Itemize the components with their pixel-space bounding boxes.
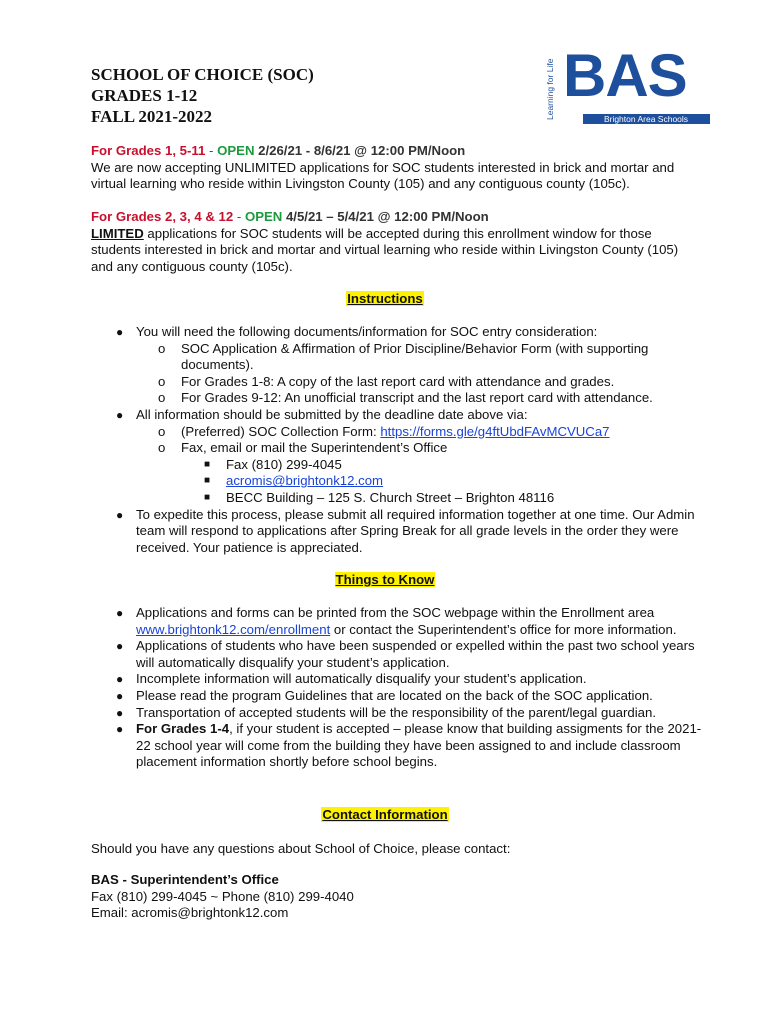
list-item (91, 705, 711, 722)
circle-bullet-icon: o (158, 423, 166, 439)
bullet-icon: ● (116, 407, 124, 422)
list-item (91, 324, 711, 341)
list-item (91, 424, 711, 441)
item-text: You will need the following documents/information for SOC entry consideration: (136, 324, 598, 339)
list-item (91, 605, 711, 638)
section-grades-limited (91, 209, 691, 275)
list-item (91, 638, 711, 671)
item-text: or contact the Superintendent’s office for more information. (330, 621, 677, 637)
item-text: Incomplete information will automatically disqualify your student’s application. (136, 671, 587, 687)
list-item (91, 374, 711, 391)
item-text: Please read the program Guidelines that are located on the back of the SOC application. (136, 687, 653, 703)
section1-sep: - (205, 143, 218, 158)
list-item (91, 473, 711, 490)
bas-logo (545, 42, 710, 130)
list-item (91, 490, 711, 507)
section2-text: applications for SOC students will be accepted during this enrollment window for those students interested in brick and mortar and virtual learning who reside within Livingston County (105) and any contiguous county (105c). (91, 225, 679, 274)
bullet-icon: ● (116, 705, 124, 720)
list-item (91, 390, 711, 407)
item-text: Transportation of accepted students will be the responsibility of the parent/legal guardian. (136, 704, 656, 720)
logo-letters: BAS (563, 42, 687, 109)
title-line-3: FALL 2021-2022 (91, 107, 213, 126)
section2-sep: - (233, 209, 245, 224)
item-text: SOC Application & Affirmation of Prior Discipline/Behavior Form (with supporting documents). (181, 340, 649, 373)
things-heading-text: Things to Know (335, 572, 435, 587)
bullet-icon: ● (116, 639, 124, 654)
title-line-1: SCHOOL OF CHOICE (SOC) (91, 65, 314, 84)
bullet-icon: ● (116, 672, 124, 687)
instructions-heading (0, 291, 770, 308)
document-title (91, 64, 314, 127)
contact-fax-phone: Fax (810) 299-4045 ~ Phone (810) 299-4040 (91, 888, 354, 904)
item-text: (Preferred) SOC Collection Form: (181, 423, 381, 439)
circle-bullet-icon: o (158, 373, 166, 389)
square-bullet-icon: ■ (204, 458, 211, 470)
email-link[interactable]: acromis@brightonk12.com (226, 473, 384, 489)
section1-grades: For Grades 1, 5-11 (91, 143, 206, 158)
contact-heading-text: Contact Information (322, 807, 448, 822)
bullet-icon: ● (116, 325, 124, 339)
section2-header (91, 209, 691, 226)
item-text: Applications and forms can be printed from the SOC webpage within the Enrollment area (136, 605, 655, 620)
contact-intro: Should you have any questions about School of Choice, please contact: (91, 841, 511, 856)
section1-header (91, 143, 691, 160)
circle-bullet-icon: o (158, 440, 166, 456)
item-text: To expedite this process, please submit all required information together at one time. Our Admin team will respond to applications after Spring Break for all grade levels in the order they were received. Your patience is appreciated. (136, 506, 695, 555)
things-list (91, 605, 711, 771)
list-item (91, 440, 711, 457)
item-text: , if your student is accepted – please know that building assigments for the 2021-22 school year will come from the building they have been assigned to and include classroom placement information shortly before school begins. (136, 721, 702, 770)
list-item (91, 671, 711, 688)
contact-office: BAS - Superintendent’s Office (91, 872, 279, 887)
list-item (91, 688, 711, 705)
section1-body: We are now accepting UNLIMITED applications for SOC students interested in brick and mortar and virtual learning who reside within Livingston County (105) and any contiguous county (105c). (91, 159, 675, 192)
contact-heading (0, 807, 770, 824)
instructions-list (91, 324, 711, 556)
enrollment-link[interactable]: www.brightonk12.com/enrollment (136, 621, 331, 637)
section2-dates: 4/5/21 – 5/4/21 @ 12:00 PM/Noon (282, 209, 489, 224)
list-item (91, 721, 711, 771)
list-item (91, 341, 711, 374)
item-text: For Grades 9-12: An unofficial transcript and the last report card with attendance. (181, 390, 653, 406)
item-text: Fax, email or mail the Superintendent’s Office (181, 440, 448, 456)
item-bold-text: For Grades 1-4 (136, 721, 230, 737)
collection-form-link[interactable]: https://forms.gle/g4ftUbdFAvMCVUCa7 (380, 423, 610, 439)
section2-body (91, 226, 691, 276)
item-text: BECC Building – 125 S. Church Street – Brighton 48116 (226, 489, 555, 505)
instructions-heading-text: Instructions (347, 291, 423, 306)
section-grades-unlimited (91, 143, 691, 193)
square-bullet-icon: ■ (204, 475, 211, 487)
list-item (91, 507, 711, 557)
circle-bullet-icon: o (158, 340, 166, 356)
square-bullet-icon: ■ (204, 491, 211, 503)
things-heading (0, 572, 770, 589)
bullet-icon: ● (116, 606, 124, 620)
item-text: All information should be submitted by the deadline date above via: (136, 406, 528, 422)
contact-details (91, 872, 691, 922)
section2-limited: LIMITED (91, 225, 144, 241)
list-item (91, 407, 711, 424)
circle-bullet-icon: o (158, 390, 166, 406)
item-text: For Grades 1-8: A copy of the last report card with attendance and grades. (181, 373, 615, 389)
section1-dates: 2/26/21 - 8/6/21 @ 12:00 PM/Noon (254, 143, 466, 158)
section1-open: OPEN (217, 143, 255, 158)
title-line-2: GRADES 1-12 (91, 86, 198, 105)
item-text: Applications of students who have been suspended or expelled within the past two school years will automatically disqualify your student’s application. (136, 638, 695, 670)
bullet-icon: ● (116, 507, 124, 522)
section2-grades: For Grades 2, 3, 4 & 12 (91, 209, 234, 224)
logo-tagline: Learning for Life (545, 58, 555, 120)
contact-email: Email: acromis@brightonk12.com (91, 905, 289, 921)
bullet-icon: ● (116, 688, 124, 703)
section2-open: OPEN (244, 209, 283, 224)
list-item (91, 457, 711, 474)
item-text: Fax (810) 299-4045 (226, 456, 342, 472)
bullet-icon: ● (116, 722, 124, 737)
logo-subtitle: Brighton Area Schools (603, 114, 689, 124)
